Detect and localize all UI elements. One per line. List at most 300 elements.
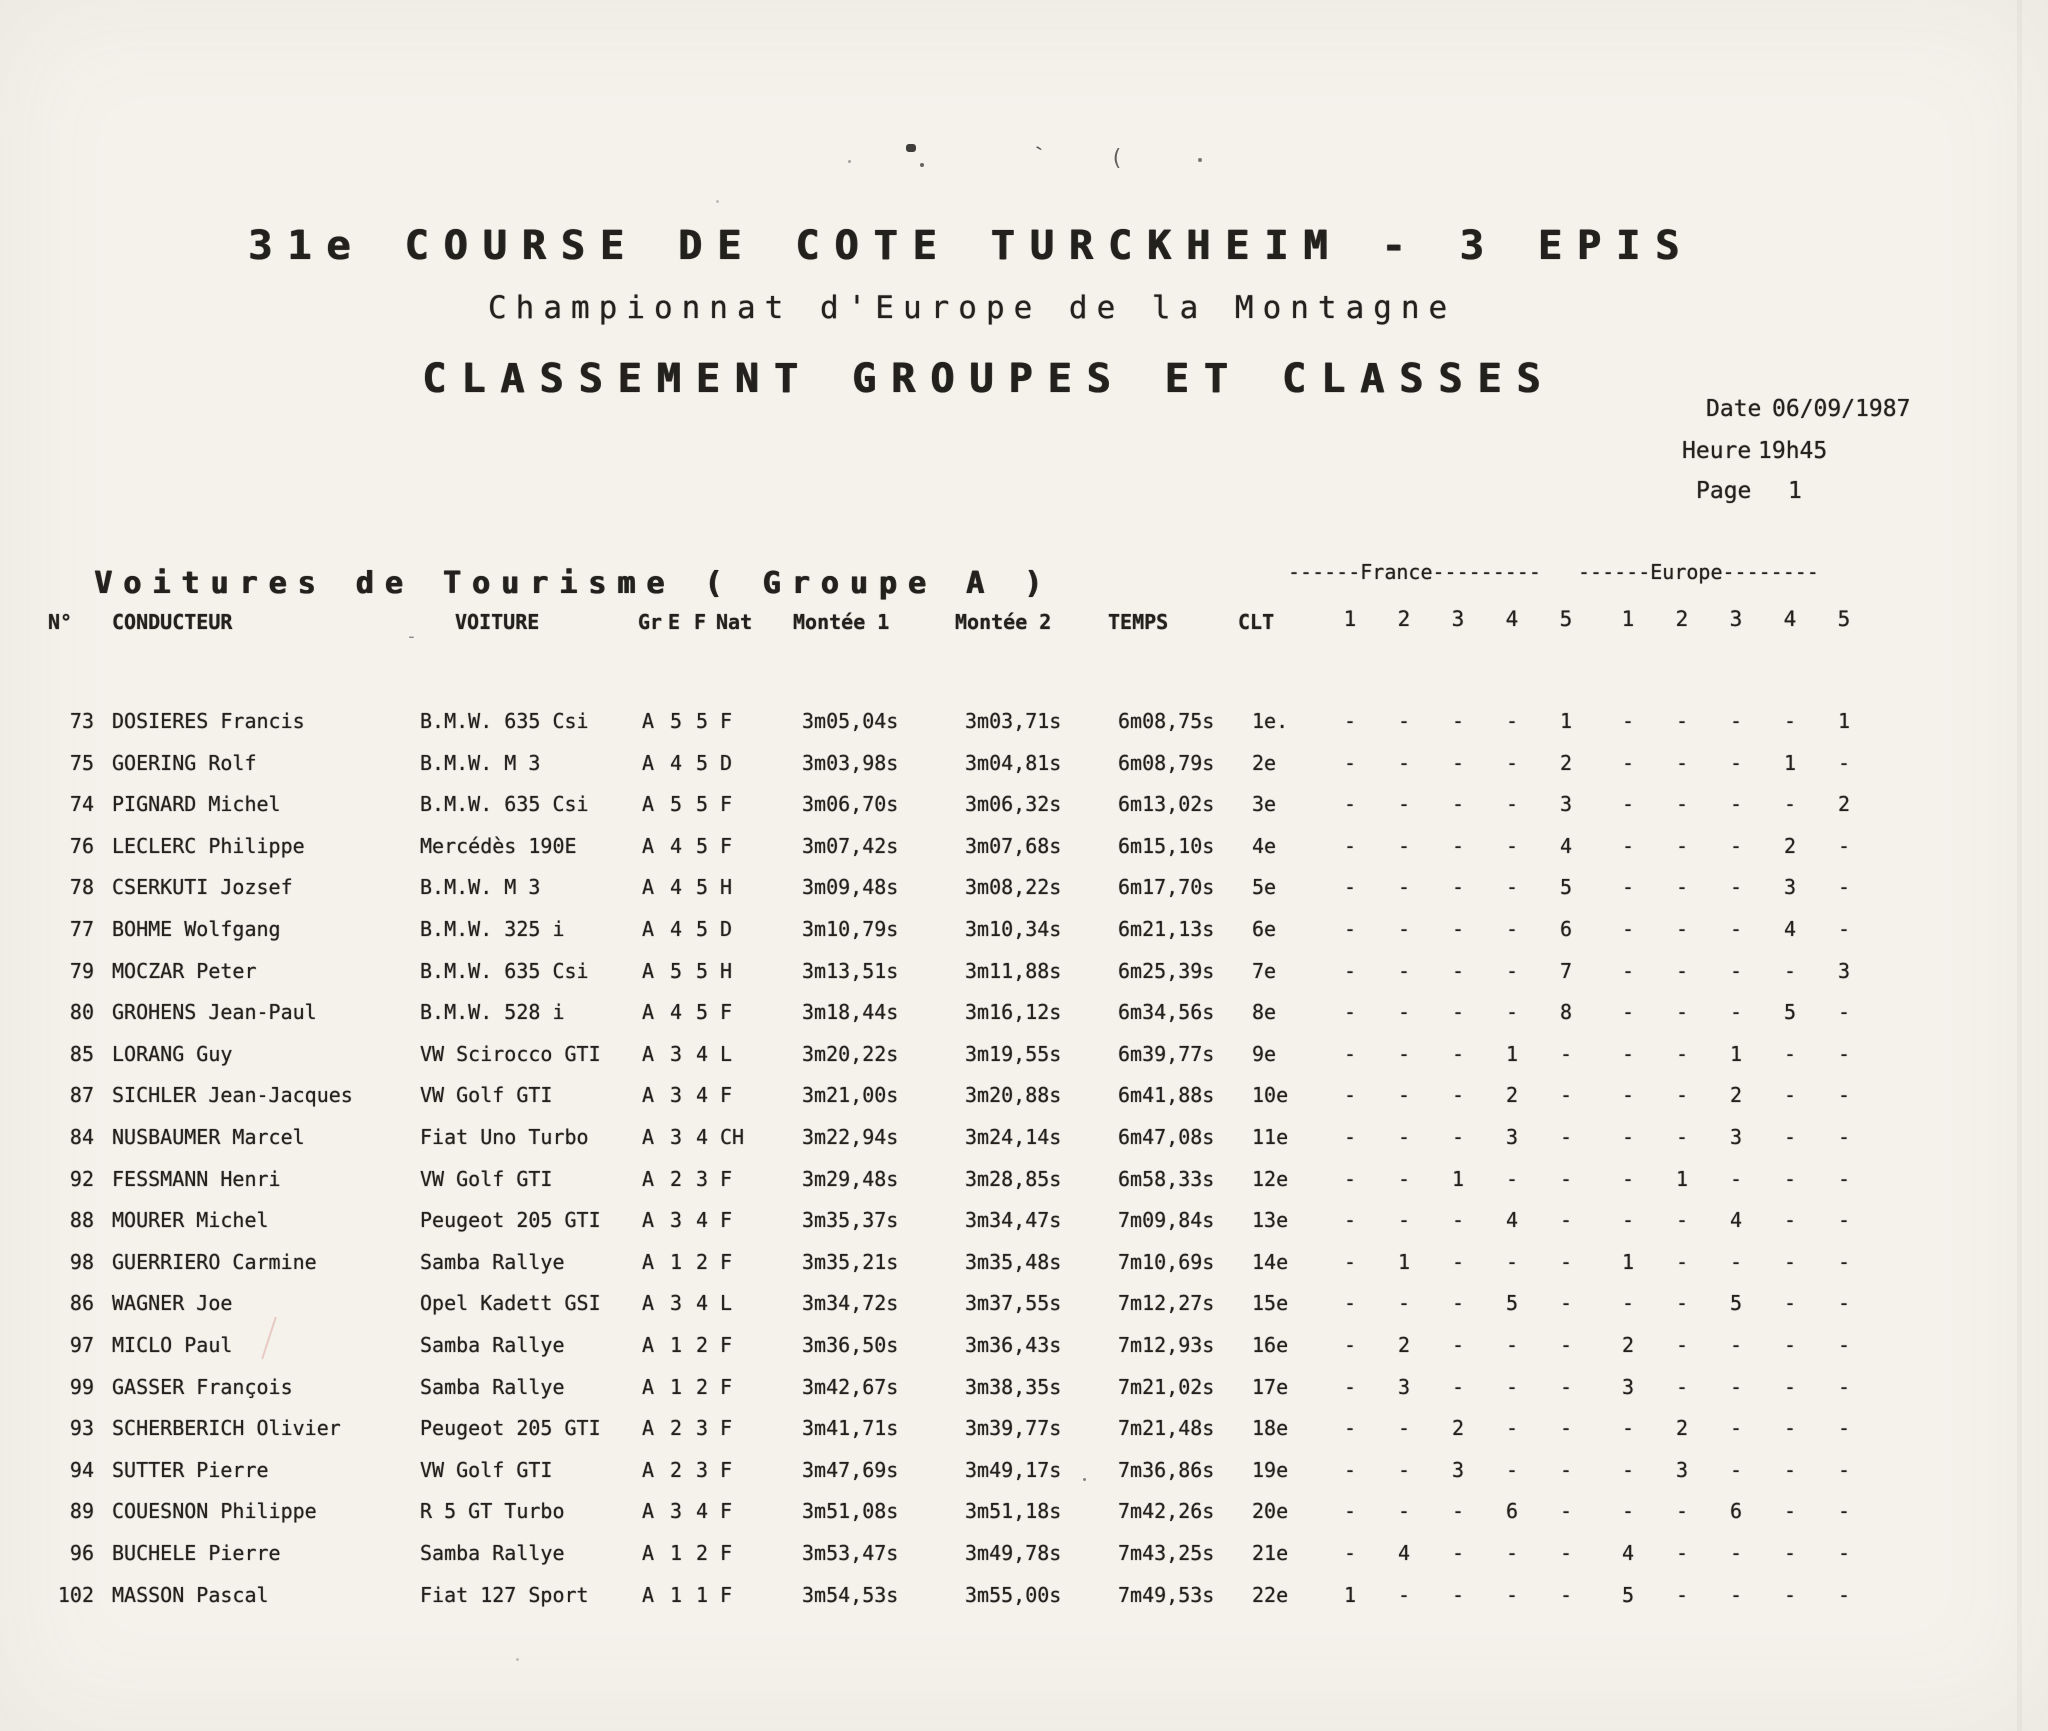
cell-france-pos-1: - (1343, 750, 1357, 775)
cell-run1-time: 3m09,48s (802, 875, 899, 900)
cell-total-time: 6m25,39s (1118, 958, 1215, 983)
cell-europe-pos-2: - (1675, 1374, 1689, 1399)
cell-car-model: VW Golf GTI (420, 1166, 553, 1191)
cell-driver-name: SUTTER Pierre (112, 1457, 269, 1482)
cell-europe-pos-1: - (1621, 1125, 1635, 1149)
cell-france-pos-5: - (1559, 1582, 1573, 1607)
cell-france-class: 2 (696, 1541, 709, 1565)
cell-run1-time: 3m10,79s (802, 917, 899, 941)
cell-europe-pos-3: 1 (1729, 1041, 1743, 1066)
cell-france-pos-4: 6 (1505, 1499, 1519, 1524)
cell-nationality: F (720, 1499, 733, 1524)
cell-france-pos-1: - (1343, 1249, 1357, 1274)
cell-france-class: 5 (696, 833, 709, 858)
cell-france-pos-3: - (1451, 1333, 1465, 1357)
cell-rank: 12e (1252, 1166, 1289, 1191)
cell-europe-pos-1: 3 (1621, 1374, 1635, 1399)
europe-class-1-header: 1 (1621, 607, 1635, 631)
cell-france-pos-1: - (1343, 1083, 1357, 1108)
cell-france-pos-2: - (1397, 1208, 1411, 1233)
cell-europe-pos-5: - (1837, 1041, 1851, 1066)
cell-car-model: Mercédès 190E (420, 833, 577, 858)
cell-car-number: 98 (69, 1249, 94, 1274)
cell-france-pos-5: - (1559, 1416, 1573, 1441)
cell-group: A (642, 750, 655, 775)
cell-group: A (642, 875, 655, 900)
cell-europe-pos-4: - (1783, 958, 1797, 983)
cell-rank: 13e (1252, 1208, 1289, 1233)
cell-total-time: 7m09,84s (1118, 1208, 1215, 1233)
cell-run2-time: 3m55,00s (965, 1582, 1062, 1607)
cell-france-pos-3: - (1451, 750, 1465, 775)
cell-europe-pos-2: - (1675, 1041, 1689, 1066)
cell-run1-time: 3m07,42s (802, 833, 899, 858)
cell-car-number: 74 (69, 792, 94, 817)
cell-group: A (642, 1166, 655, 1191)
cell-car-number: 102 (57, 1582, 94, 1607)
cell-europe-pos-4: - (1783, 1083, 1797, 1108)
cell-europe-pos-2: 3 (1675, 1457, 1689, 1482)
event-title: 31e COURSE DE COTE TURCKHEIM - 3 EPIS (248, 223, 1695, 269)
scan-artifact (1198, 158, 1202, 162)
europe-class-2-header: 2 (1675, 607, 1689, 631)
cell-europe-pos-4: 4 (1783, 917, 1797, 941)
cell-total-time: 7m12,27s (1118, 1291, 1215, 1316)
cell-europe-pos-3: - (1729, 1416, 1743, 1441)
cell-car-model: VW Golf GTI (420, 1457, 553, 1482)
cell-run2-time: 3m20,88s (965, 1083, 1062, 1108)
cell-driver-name: LORANG Guy (112, 1041, 233, 1066)
cell-france-pos-4: 5 (1505, 1291, 1519, 1316)
cell-group: A (642, 917, 655, 941)
table-row (0, 1407, 2048, 1449)
cell-driver-name: SICHLER Jean-Jacques (112, 1083, 353, 1108)
cell-europe-class: 1 (670, 1541, 683, 1565)
cell-car-model: Opel Kadett GSI (420, 1291, 601, 1316)
cell-europe-pos-3: - (1729, 1582, 1743, 1607)
cell-france-pos-5: - (1559, 1249, 1573, 1274)
cell-total-time: 6m47,08s (1118, 1125, 1215, 1149)
cell-total-time: 6m39,77s (1118, 1041, 1215, 1066)
cell-france-pos-4: - (1505, 1249, 1519, 1274)
cell-group: A (642, 958, 655, 983)
cell-car-number: 87 (69, 1083, 94, 1108)
cell-europe-pos-4: - (1783, 1041, 1797, 1066)
cell-france-pos-2: - (1397, 1416, 1411, 1441)
cell-france-pos-2: - (1397, 750, 1411, 775)
cell-europe-pos-2: - (1675, 1333, 1689, 1357)
cell-france-class: 4 (696, 1291, 709, 1316)
cell-driver-name: GUERRIERO Carmine (112, 1249, 317, 1274)
cell-france-pos-1: - (1343, 1125, 1357, 1149)
cell-europe-class: 5 (670, 792, 683, 817)
cell-europe-pos-1: - (1621, 1166, 1635, 1191)
cell-group: A (642, 1125, 655, 1149)
cell-europe-pos-2: - (1675, 792, 1689, 817)
table-row (0, 1324, 2048, 1366)
cell-rank: 11e (1252, 1125, 1289, 1149)
cell-driver-name: MOCZAR Peter (112, 958, 257, 983)
cell-driver-name: LECLERC Philippe (112, 833, 305, 858)
table-row (0, 1282, 2048, 1324)
cell-france-pos-3: - (1451, 1000, 1465, 1025)
date-value: 06/09/1987 (1772, 396, 1911, 422)
cell-car-model: B.M.W. M 3 (420, 875, 541, 900)
cell-rank: 1e. (1252, 709, 1289, 733)
table-row (0, 1241, 2048, 1283)
cell-nationality: D (720, 750, 733, 775)
cell-france-pos-5: - (1559, 1374, 1573, 1399)
cell-france-pos-5: - (1559, 1291, 1573, 1316)
cell-rank: 8e (1252, 1000, 1277, 1025)
cell-group: A (642, 792, 655, 817)
cell-car-number: 78 (69, 875, 94, 900)
cell-france-pos-5: 4 (1559, 833, 1573, 858)
scan-artifact: ` (1032, 142, 1053, 171)
cell-europe-pos-1: - (1621, 1416, 1635, 1441)
cell-group: A (642, 1041, 655, 1066)
cell-europe-class: 3 (670, 1083, 683, 1108)
cell-run1-time: 3m35,21s (802, 1249, 899, 1274)
cell-france-pos-4: - (1505, 917, 1519, 941)
cell-france-pos-4: 2 (1505, 1083, 1519, 1108)
cell-france-class: 5 (696, 792, 709, 817)
cell-europe-class: 1 (670, 1249, 683, 1274)
cell-france-pos-3: - (1451, 1582, 1465, 1607)
cell-run2-time: 3m16,12s (965, 1000, 1062, 1025)
cell-europe-pos-2: - (1675, 1000, 1689, 1025)
time-value: 19h45 (1758, 438, 1828, 464)
cell-france-pos-5: 6 (1559, 917, 1573, 941)
cell-run1-time: 3m35,37s (802, 1208, 899, 1233)
cell-europe-pos-2: - (1675, 1291, 1689, 1316)
cell-europe-pos-1: - (1621, 1000, 1635, 1025)
cell-run1-time: 3m18,44s (802, 1000, 899, 1025)
cell-run2-time: 3m28,85s (965, 1166, 1062, 1191)
page-value: 1 (1788, 478, 1802, 504)
cell-france-pos-1: - (1343, 709, 1357, 733)
cell-group: A (642, 1291, 655, 1316)
cell-run1-time: 3m53,47s (802, 1541, 899, 1565)
cell-france-pos-5: - (1559, 1541, 1573, 1565)
cell-france-pos-2: 1 (1397, 1249, 1411, 1274)
cell-europe-pos-3: - (1729, 833, 1743, 858)
cell-rank: 10e (1252, 1083, 1289, 1108)
cell-driver-name: FESSMANN Henri (112, 1166, 281, 1191)
cell-europe-pos-3: 2 (1729, 1083, 1743, 1108)
france-class-5-header: 5 (1559, 607, 1573, 631)
cell-run2-time: 3m03,71s (965, 709, 1062, 733)
cell-europe-pos-5: - (1837, 1000, 1851, 1025)
cell-france-pos-2: - (1397, 1083, 1411, 1108)
cell-france-pos-4: - (1505, 1457, 1519, 1482)
cell-group: A (642, 833, 655, 858)
cell-rank: 17e (1252, 1374, 1289, 1399)
cell-nationality: F (720, 1457, 733, 1482)
cell-run2-time: 3m39,77s (965, 1416, 1062, 1441)
scan-artifact (848, 160, 851, 163)
cell-rank: 14e (1252, 1249, 1289, 1274)
cell-france-pos-2: 3 (1397, 1374, 1411, 1399)
cell-europe-pos-5: - (1837, 1499, 1851, 1524)
cell-france-pos-4: - (1505, 1374, 1519, 1399)
cell-run2-time: 3m07,68s (965, 833, 1062, 858)
cell-france-pos-1: - (1343, 875, 1357, 900)
cell-france-class: 2 (696, 1374, 709, 1399)
cell-france-pos-2: - (1397, 1000, 1411, 1025)
cell-france-pos-2: - (1397, 1499, 1411, 1524)
scan-artifact: ( (1110, 146, 1124, 171)
cell-run2-time: 3m36,43s (965, 1333, 1062, 1357)
cell-run1-time: 3m20,22s (802, 1041, 899, 1066)
cell-europe-pos-4: - (1783, 709, 1797, 733)
cell-nationality: F (720, 1333, 733, 1357)
cell-france-pos-5: 7 (1559, 958, 1573, 983)
cell-europe-pos-3: - (1729, 875, 1743, 900)
cell-europe-pos-5: - (1837, 1249, 1851, 1274)
cell-rank: 7e (1252, 958, 1277, 983)
cell-france-class: 5 (696, 709, 709, 733)
france-class-2-header: 2 (1397, 607, 1411, 631)
cell-group: A (642, 1208, 655, 1233)
cell-nationality: F (720, 1166, 733, 1191)
cell-group: A (642, 709, 655, 733)
cell-total-time: 6m15,10s (1118, 833, 1215, 858)
cell-france-pos-3: - (1451, 958, 1465, 983)
cell-europe-class: 3 (670, 1208, 683, 1233)
column-header-number: N° (48, 610, 73, 634)
cell-europe-pos-3: - (1729, 792, 1743, 817)
cell-france-pos-4: - (1505, 1000, 1519, 1025)
cell-france-pos-2: - (1397, 833, 1411, 858)
cell-car-number: 86 (69, 1291, 94, 1316)
cell-group: A (642, 1374, 655, 1399)
cell-france-pos-5: - (1559, 1333, 1573, 1357)
cell-car-model: Fiat Uno Turbo (420, 1125, 589, 1149)
cell-france-pos-3: - (1451, 1208, 1465, 1233)
table-row (0, 1074, 2048, 1116)
cell-europe-pos-3: - (1729, 1333, 1743, 1357)
table-row (0, 1449, 2048, 1491)
cell-total-time: 6m41,88s (1118, 1083, 1215, 1108)
cell-europe-pos-2: - (1675, 1499, 1689, 1524)
cell-europe-class: 3 (670, 1291, 683, 1316)
cell-car-number: 73 (69, 709, 94, 733)
cell-run2-time: 3m10,34s (965, 917, 1062, 941)
cell-europe-pos-4: 5 (1783, 1000, 1797, 1025)
cell-france-pos-1: - (1343, 1499, 1357, 1524)
cell-rank: 9e (1252, 1041, 1277, 1066)
cell-run2-time: 3m35,48s (965, 1249, 1062, 1274)
cell-france-pos-4: - (1505, 958, 1519, 983)
cell-europe-pos-5: 1 (1837, 709, 1851, 733)
classification-heading: CLASSEMENT GROUPES ET CLASSES (422, 356, 1556, 402)
cell-france-pos-4: - (1505, 1416, 1519, 1441)
cell-car-model: B.M.W. 635 Csi (420, 792, 589, 817)
cell-europe-pos-4: 1 (1783, 750, 1797, 775)
cell-run2-time: 3m49,78s (965, 1541, 1062, 1565)
cell-group: A (642, 1000, 655, 1025)
cell-france-pos-3: - (1451, 1041, 1465, 1066)
cell-car-model: Samba Rallye (420, 1374, 565, 1399)
cell-france-pos-3: - (1451, 1249, 1465, 1274)
cell-europe-class: 5 (670, 709, 683, 733)
cell-run1-time: 3m47,69s (802, 1457, 899, 1482)
cell-car-model: B.M.W. 635 Csi (420, 709, 589, 733)
cell-group: A (642, 1582, 655, 1607)
cell-europe-pos-1: 1 (1621, 1249, 1635, 1274)
cell-europe-pos-2: - (1675, 1582, 1689, 1607)
cell-rank: 21e (1252, 1541, 1289, 1565)
cell-europe-class: 2 (670, 1457, 683, 1482)
europe-class-5-header: 5 (1837, 607, 1851, 631)
cell-france-pos-3: - (1451, 1125, 1465, 1149)
cell-europe-pos-4: - (1783, 1457, 1797, 1482)
cell-total-time: 6m21,13s (1118, 917, 1215, 941)
cell-europe-class: 1 (670, 1582, 683, 1607)
cell-run1-time: 3m13,51s (802, 958, 899, 983)
cell-driver-name: GROHENS Jean-Paul (112, 1000, 317, 1025)
cell-france-pos-1: - (1343, 1291, 1357, 1316)
cell-rank: 19e (1252, 1457, 1289, 1482)
cell-rank: 22e (1252, 1582, 1289, 1607)
cell-car-model: Samba Rallye (420, 1249, 565, 1274)
cell-france-pos-4: 4 (1505, 1208, 1519, 1233)
cell-run2-time: 3m11,88s (965, 958, 1062, 983)
cell-driver-name: NUSBAUMER Marcel (112, 1125, 305, 1149)
cell-europe-pos-4: - (1783, 1499, 1797, 1524)
column-header-group: Gr (638, 610, 663, 634)
cell-france-class: 4 (696, 1499, 709, 1524)
cell-nationality: F (720, 709, 733, 733)
cell-rank: 6e (1252, 917, 1277, 941)
cell-france-pos-5: - (1559, 1208, 1573, 1233)
cell-europe-class: 4 (670, 750, 683, 775)
cell-france-pos-1: - (1343, 1208, 1357, 1233)
france-class-3-header: 3 (1451, 607, 1465, 631)
cell-france-class: 1 (696, 1582, 709, 1607)
cell-europe-pos-3: - (1729, 1457, 1743, 1482)
cell-europe-pos-2: - (1675, 1125, 1689, 1149)
cell-europe-pos-2: 1 (1675, 1166, 1689, 1191)
cell-driver-name: MASSON Pascal (112, 1582, 269, 1607)
cell-europe-class: 3 (670, 1041, 683, 1066)
cell-europe-pos-1: - (1621, 833, 1635, 858)
cell-europe-pos-5: - (1837, 1166, 1851, 1191)
cell-run1-time: 3m34,72s (802, 1291, 899, 1316)
cell-total-time: 7m42,26s (1118, 1499, 1215, 1524)
cell-europe-pos-4: 3 (1783, 875, 1797, 900)
cell-europe-pos-5: - (1837, 875, 1851, 900)
cell-europe-pos-1: - (1621, 1291, 1635, 1316)
cell-france-pos-4: - (1505, 709, 1519, 733)
cell-car-number: 75 (69, 750, 94, 775)
cell-run1-time: 3m06,70s (802, 792, 899, 817)
cell-europe-pos-1: 4 (1621, 1541, 1635, 1565)
cell-france-pos-3: - (1451, 792, 1465, 817)
table-row (0, 1532, 2048, 1574)
cell-europe-pos-5: - (1837, 1374, 1851, 1399)
cell-total-time: 6m08,75s (1118, 709, 1215, 733)
cell-europe-pos-5: - (1837, 917, 1851, 941)
cell-france-pos-3: - (1451, 875, 1465, 900)
cell-nationality: F (720, 1374, 733, 1399)
cell-france-pos-5: 1 (1559, 709, 1573, 733)
column-header-france-class: F (694, 610, 707, 634)
cell-nationality: F (720, 1582, 733, 1607)
cell-europe-pos-3: - (1729, 1541, 1743, 1565)
cell-france-pos-5: - (1559, 1457, 1573, 1482)
cell-rank: 3e (1252, 792, 1277, 817)
column-header-total-time: TEMPS (1108, 610, 1169, 634)
cell-rank: 20e (1252, 1499, 1289, 1524)
cell-france-pos-2: - (1397, 1457, 1411, 1482)
table-row (0, 1116, 2048, 1158)
cell-france-pos-4: - (1505, 1333, 1519, 1357)
cell-run2-time: 3m49,17s (965, 1457, 1062, 1482)
cell-france-pos-2: - (1397, 1041, 1411, 1066)
cell-france-class: 2 (696, 1333, 709, 1357)
cell-group: A (642, 1541, 655, 1565)
cell-car-model: Samba Rallye (420, 1333, 565, 1357)
cell-group: A (642, 1083, 655, 1108)
cell-france-pos-3: - (1451, 1499, 1465, 1524)
cell-car-number: 92 (69, 1166, 94, 1191)
cell-group: A (642, 1457, 655, 1482)
cell-france-pos-3: 2 (1451, 1416, 1465, 1441)
cell-france-class: 3 (696, 1416, 709, 1441)
cell-nationality: D (720, 917, 733, 941)
cell-europe-pos-2: - (1675, 1208, 1689, 1233)
cell-car-number: 99 (69, 1374, 94, 1399)
cell-car-model: VW Golf GTI (420, 1083, 553, 1108)
cell-france-pos-5: - (1559, 1083, 1573, 1108)
table-row (0, 908, 2048, 950)
cell-france-pos-1: - (1343, 1166, 1357, 1191)
cell-rank: 15e (1252, 1291, 1289, 1316)
cell-car-number: 84 (69, 1125, 94, 1149)
section-title-group-a: Voitures de Tourisme ( Groupe A ) (94, 566, 1054, 601)
cell-car-number: 88 (69, 1208, 94, 1233)
cell-europe-pos-5: 3 (1837, 958, 1851, 983)
cell-run1-time: 3m36,50s (802, 1333, 899, 1357)
cell-nationality: F (720, 1249, 733, 1274)
cell-europe-pos-3: - (1729, 917, 1743, 941)
cell-europe-class: 3 (670, 1125, 683, 1149)
cell-france-pos-2: - (1397, 792, 1411, 817)
cell-rank: 4e (1252, 833, 1277, 858)
cell-europe-pos-3: 3 (1729, 1125, 1743, 1149)
cell-europe-pos-2: - (1675, 709, 1689, 733)
date-label: Date (1706, 396, 1762, 422)
cell-run2-time: 3m37,55s (965, 1291, 1062, 1316)
cell-france-pos-2: - (1397, 875, 1411, 900)
event-subtitle: Championnat d'Europe de la Montagne (488, 290, 1457, 326)
cell-europe-pos-1: - (1621, 1457, 1635, 1482)
cell-france-pos-2: - (1397, 958, 1411, 983)
cell-france-pos-2: - (1397, 1125, 1411, 1149)
scan-artifact (906, 144, 916, 152)
cell-france-pos-1: - (1343, 917, 1357, 941)
cell-europe-pos-1: - (1621, 792, 1635, 817)
cell-europe-pos-4: - (1783, 1374, 1797, 1399)
cell-europe-pos-4: - (1783, 1416, 1797, 1441)
table-row (0, 1033, 2048, 1075)
cell-france-pos-1: - (1343, 1000, 1357, 1025)
cell-europe-class: 2 (670, 1416, 683, 1441)
column-header-rank: CLT (1238, 610, 1275, 634)
cell-europe-pos-1: - (1621, 1499, 1635, 1524)
